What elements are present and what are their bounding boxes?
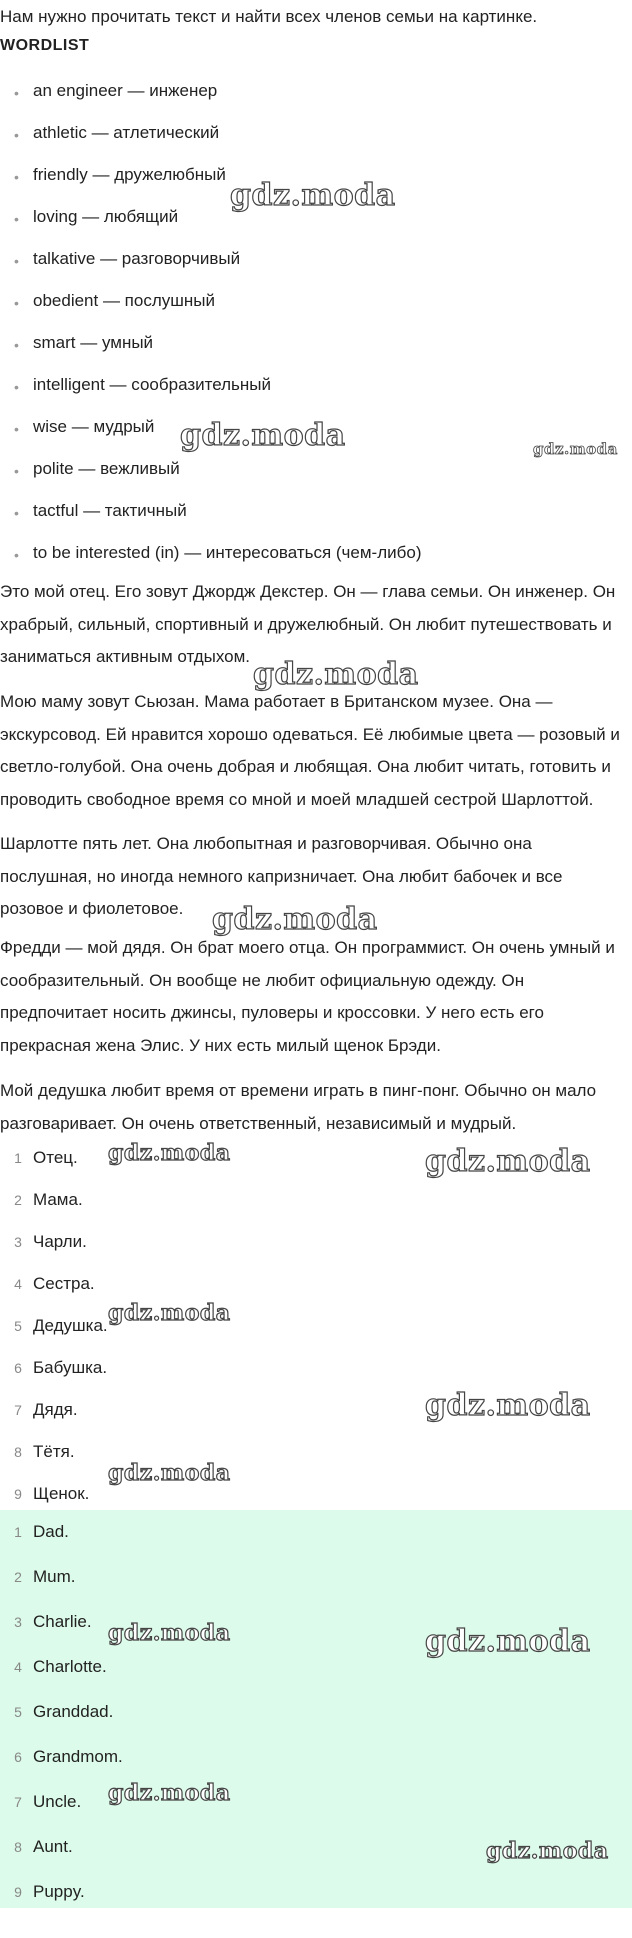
list-item: • polite — вежливый: [0, 458, 632, 500]
bullet-icon: •: [14, 295, 19, 311]
bullet-icon: •: [14, 211, 19, 227]
list-item: • loving — любящий: [0, 206, 632, 248]
watermark: gdz.moda: [533, 440, 618, 458]
watermark: gdz.moda: [486, 1838, 609, 1864]
list-item: 8 Тётя.: [14, 1442, 75, 1461]
bullet-icon: •: [14, 547, 19, 563]
watermark: gdz.moda: [108, 1140, 231, 1166]
list-item: 9 Щенок.: [14, 1484, 90, 1503]
watermark: gdz.moda: [230, 178, 396, 213]
list-item: 7 Uncle.: [14, 1792, 82, 1811]
watermark: gdz.moda: [108, 1620, 231, 1646]
list-item: 4 Charlotte.: [14, 1657, 107, 1676]
list-item: 4 Сестра.: [14, 1274, 95, 1293]
list-item: • obedient — послушный: [0, 290, 632, 332]
list-item: • intelligent — сообразительный: [0, 374, 632, 416]
list-item: 2 Мама.: [14, 1190, 83, 1209]
bullet-icon: •: [14, 379, 19, 395]
list-item: 6 Grandmom.: [14, 1747, 123, 1766]
list-item: 2 Mum.: [14, 1567, 76, 1586]
bullet-icon: •: [14, 463, 19, 479]
list-item: • talkative — разговорчивый: [0, 248, 632, 290]
list-item: 5 Дедушка.: [14, 1316, 108, 1335]
watermark: gdz.moda: [108, 1300, 231, 1326]
bullet-icon: •: [14, 505, 19, 521]
list-item: 3 Чарли.: [14, 1232, 87, 1251]
watermark: gdz.moda: [108, 1460, 231, 1486]
list-item: • friendly — дружелюбный: [0, 164, 632, 206]
bullet-icon: •: [14, 127, 19, 143]
list-item: • tactful — тактичный: [0, 500, 632, 542]
list-item: 9 Puppy.: [14, 1882, 85, 1901]
list-item: 5 Granddad.: [14, 1702, 114, 1721]
watermark: gdz.moda: [253, 657, 419, 692]
list-item: 1 Dad.: [14, 1522, 69, 1541]
wordlist-title: WORDLIST: [0, 37, 90, 54]
bullet-icon: •: [14, 337, 19, 353]
intro-text: Нам нужно прочитать текст и найти всех членов семьи на картинке.: [0, 7, 538, 26]
paragraph-grandfather: Мой дедушка любит время от времени играть в пинг-понг. Обычно он мало разговаривает. Он очень ответственный, независимый и мудрый.: [0, 1081, 597, 1133]
watermark: gdz.moda: [180, 418, 346, 453]
paragraph-uncle: Фредди — мой дядя. Он брат моего отца. Он программист. Он очень умный и сообразительный. Он вообще не любит официальную одежду. Он предпочитает носить джинсы, пуловеры и кроссовки. У него есть его прекрасная жена Элис. У них есть милый щенок Брэди.: [0, 938, 615, 1055]
watermark: gdz.moda: [425, 1144, 591, 1179]
list-item: • smart — умный: [0, 332, 632, 374]
list-item: • wise — мудрый: [0, 416, 632, 458]
paragraph-mother: Мою маму зовут Сьюзан. Мама работает в Британском музее. Она — экскурсовод. Ей нравится хорошо одеваться. Её любимые цвета — розовый и светло-голубой. Она очень добрая и любящая. Она любит читать, готовить и проводить свободное время со мной и моей младшей сестрой Шарлоттой.: [0, 692, 620, 809]
list-item: 7 Дядя.: [14, 1400, 78, 1419]
list-item: 3 Charlie.: [14, 1612, 92, 1631]
wordlist: [0, 80, 632, 584]
paragraph-charlotte: Шарлотте пять лет. Она любопытная и разговорчивая. Обычно она послушная, но иногда немного капризничает. Она любит бабочек и все розовое и фиолетовое.: [0, 834, 563, 918]
bullet-icon: •: [14, 85, 19, 101]
list-item: • to be interested (in) — интересоваться (чем-либо): [0, 542, 632, 584]
list-item: • an engineer — инженер: [0, 80, 632, 122]
bullet-icon: •: [14, 421, 19, 437]
bullet-icon: •: [14, 169, 19, 185]
watermark: gdz.moda: [212, 902, 378, 937]
list-item: 1 Отец.: [14, 1148, 78, 1167]
paragraph-father: Это мой отец. Его зовут Джордж Декстер. Он — глава семьи. Он инженер. Он храбрый, сильный, спортивный и дружелюбный. Он любит путешествовать и заниматься активным отдыхом.: [0, 582, 616, 666]
watermark: gdz.moda: [425, 1624, 591, 1659]
bullet-icon: •: [14, 253, 19, 269]
list-item: • athletic — атлетический: [0, 122, 632, 164]
list-item: 6 Бабушка.: [14, 1358, 108, 1377]
watermark: gdz.moda: [425, 1388, 591, 1423]
watermark: gdz.moda: [108, 1780, 231, 1806]
list-item: 8 Aunt.: [14, 1837, 73, 1856]
family-list-ru: [0, 1138, 632, 1516]
